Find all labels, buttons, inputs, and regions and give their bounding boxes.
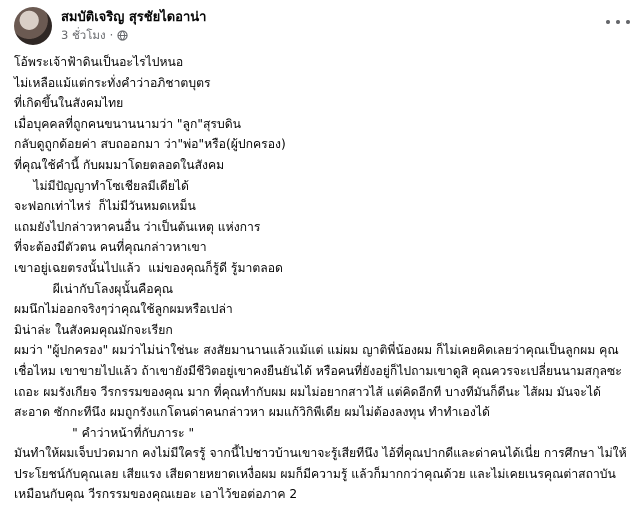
post-body <box>14 52 630 505</box>
post-line: ผีเน่ากับโลงผุนั้นคือคุณ <box>14 281 174 296</box>
post-line: ไม่เหลือแม้แต่กระทั่งคำว่าอภิชาตบุตร <box>14 75 211 90</box>
post-line: โอ้พระเจ้าฟ้าดินเป็นอะไรไปหนอ <box>14 55 184 69</box>
post-meta <box>61 9 206 43</box>
separator-dot: · <box>109 28 114 42</box>
post-subtitle <box>61 27 206 43</box>
post-line: จะฟอกเท่าไหร่ ก็ไม่มีวันหมดเหม็น <box>14 199 196 214</box>
post-line: ไม่มีปัญญาทำโซเชียลมีเดียได้ <box>14 178 189 193</box>
author-name[interactable]: สมบัติเจริญ สุรชัยไดอาน่า <box>61 10 207 25</box>
post-time[interactable]: 3 ชั่วโมง <box>61 28 106 42</box>
post-line: แถมยังไปกล่าวหาคนอื่น ว่าเป็นต้นเหตุ แห่งการ <box>14 219 261 234</box>
more-options-icon[interactable] <box>606 14 630 30</box>
avatar[interactable] <box>14 7 52 45</box>
post-line: กลับดูถูกด้อยค่า สบถออกมา ว่า"พ่อ"หรือ(ผู้ปกครอง) <box>14 137 286 152</box>
post-quote: " คำว่าหน้าที่กับภาระ " <box>14 425 195 440</box>
post-line: ที่เกิดขึ้นในสังคมไทย <box>14 96 124 111</box>
post-line: เมื่อบุคคลที่ถูกคนขนานนามว่า "ลูก"สุรบดิน <box>14 116 241 131</box>
post-header <box>14 6 206 46</box>
post-line: ผมนึกไม่ออกจริงๆว่าคุณใช้ลูกผมหรือเปล่า <box>14 302 233 317</box>
post-line: มิน่าล่ะ ในสังคมคุณมักจะเรียก <box>14 322 173 337</box>
post-paragraph: ผมว่า "ผู้ปกครอง" ผมว่าไม่น่าใช่นะ สงสัยมานานแล้วแม้แต่ แม่ผม ญาติพี่น้องผม ก็ไม่เคยคิดเลยว่าคุณเป็นลูกผม คุณเชื่อไหม เขาขายไปแล้ว ถ้าเขายังมีชีวิตอยู่เขาคงยืนยันได้ หรือคนที่ยังอยู่ก็ไปถามเขาดูสิ คุณควรจะเปลี่ยนนามสกุลซะเถอะ ผมรังเกียจ วีรกรรมของคุณ มาก ที่คุณทำกับผม ผมไม่อยากสาวไส้ แต่คิดอีกที บางทีมันก็ดีนะ ไส้ผม มันจะได้สะอาด ซักกะทีนึง ผมถูกรังแกโดนด่าคนกล่าวหา ผมแก้วิกิพีเดีย ผมไม่ต้องลงทุน ทำทำเองได้ <box>14 343 622 420</box>
post-line: เขาอยู่เฉยตรงนั้นไปแล้ว แม่ของคุณก็รู้ดี รู้มาตลอด <box>14 260 283 275</box>
globe-icon <box>117 30 128 41</box>
post-line: ที่คุณใช้คำนี้ กับผมมาโดยตลอดในสังคม <box>14 157 225 172</box>
post-paragraph: มันทำให้ผมเจ็บปวดมาก คงไม่มีใครรู้ จากนี้ไปชาวบ้านเขาจะรู้เสียทีนึง ไอ้ที่คุณปากดีและด่าคนได้เนี่ย การศึกษา ไม่ให้ประโยชน์กับคุณเลย เสียแรง เสียดายหยาดเหงื่อผม ผมก็มีความรู้ แล้วก็มากกว่าคุณด้วย และไม่เคยเนรคุณต่าสถาบัน เหมือนกับคุณ วีรกรรมของคุณเยอะ เอาไว้ขอต่อภาค 2 <box>14 446 627 502</box>
post-line: ที่จะต้องมีตัวตน คนที่คุณกล่าวหาเขา <box>14 240 207 255</box>
